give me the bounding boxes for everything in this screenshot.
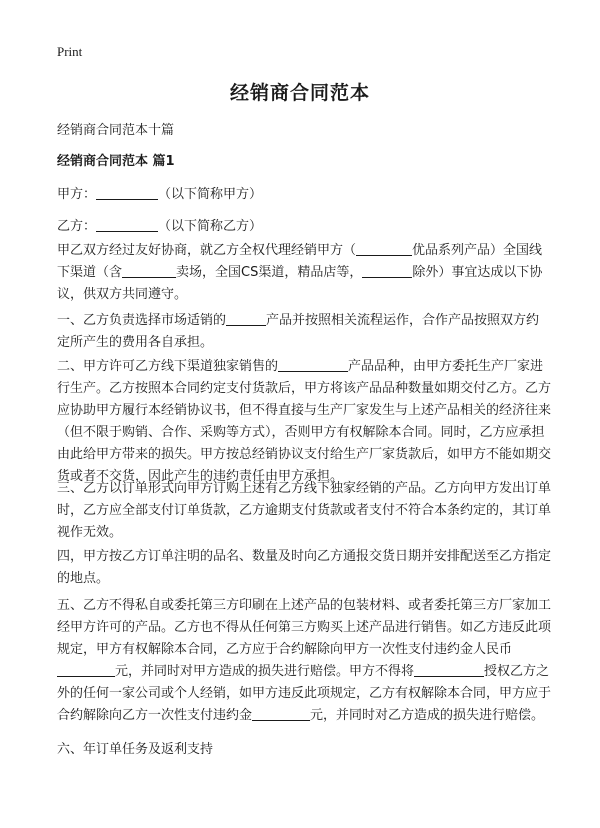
document-subtitle: 经销商合同范本十篇 [57, 123, 175, 138]
party-b-suffix: （以下简称乙方） [158, 219, 263, 234]
intro-blank-3 [362, 263, 412, 278]
clause-5-text-4: 元，并同时对乙方造成的损失进行赔偿。 [310, 708, 545, 723]
clause-2-blank [278, 357, 348, 372]
section-heading: 经销商合同范本 篇1 [57, 154, 175, 169]
party-a-label: 甲方： [57, 187, 97, 202]
clause-6: 六、年订单任务及返利支持 [57, 742, 214, 757]
party-a-blank [96, 185, 158, 200]
clause-2-text-1: 二、甲方许可乙方线下渠道独家销售的 [57, 359, 279, 374]
clause-4: 四，甲方按乙方订单注明的品名、数量及时向乙方通报交货日期并安排配送至乙方指定的地点。 [57, 549, 552, 586]
party-a-line [57, 183, 262, 202]
clause-5-text-3: 授权乙方之外的任何一家公司或个人经销，如甲方违反此项规定，乙方有权解除本合同，甲方应于合约解除向乙方一次性支付违约金 [57, 664, 552, 723]
clause-5-text-1: 五、乙方不得私自或委托第三方印刷在上述产品的包装材料、或者委托第三方厂家加工经甲方许可的产品。乙方也不得从任何第三方购买上述产品进行销售。如乙方违反此项规定，甲方有权解除本合同，乙方应于合约解除向甲方一次性支付违约金人民币 [57, 598, 552, 657]
intro-text-3: 卖场，全国CS渠道，精品店等， [176, 265, 363, 280]
clause-5-blank-3 [252, 706, 310, 721]
document-title: 经销商合同范本 [229, 82, 370, 104]
intro-text-1: 甲乙双方经过友好协商，就乙方全权代理经销甲方（ [57, 243, 357, 258]
party-b-label: 乙方： [57, 219, 97, 234]
clause-5-blank-2 [414, 662, 484, 677]
clause-2 [57, 356, 552, 488]
clause-1 [57, 310, 552, 354]
clause-5-blank-1 [57, 662, 115, 677]
clause-1-blank [226, 311, 266, 326]
clause-3: 三、乙方以订单形式向甲方订购上述有乙方线下独家经销的产品。乙方向甲方发出订单时，乙方应全部支付订单货款，乙方逾期支付货款或者支付不符合本条约定的，其订单视作无效。 [57, 481, 552, 540]
intro-text-2: 优品系列产品）全国线下渠道（含 [57, 243, 543, 280]
clause-1-text-2: 产品并按照相关流程运作，合作产品按照双方约定所产生的费用各自承担。 [57, 313, 540, 350]
intro-paragraph [57, 240, 552, 306]
intro-blank-1 [356, 241, 412, 256]
intro-text-4: 除外）事宜达成以下协议，供双方共同遵守。 [57, 265, 543, 302]
clause-5-text-2: 元，并同时对甲方造成的损失进行赔偿。甲方不得将 [115, 664, 415, 679]
print-label: Print [57, 44, 83, 59]
party-a-suffix: （以下简称甲方） [158, 187, 263, 202]
clause-2-text-2: 产品品种，由甲方委托生产厂家进行生产。乙方按照本合同约定支付货款后，甲方将该产品品种数量如期交付乙方。乙方应协助甲方履行本经销协议书，但不得直接与生产厂家发生与上述产品相关的经济往来（但不限于购销、合作、采购等方式），否则甲方有权解除本合同。同时，乙方应承担由此给甲方带来的损失。甲方按总经销协议支付给生产厂家货款后，如甲方不能如期交货或者不交货，因此产生的违约责任由甲方承担。 [57, 359, 552, 484]
clause-5 [57, 595, 552, 727]
party-b-blank [96, 217, 158, 232]
intro-blank-2 [122, 263, 176, 278]
party-b-line [57, 215, 262, 234]
clause-1-text-1: 一、乙方负责选择市场适销的 [57, 313, 227, 328]
